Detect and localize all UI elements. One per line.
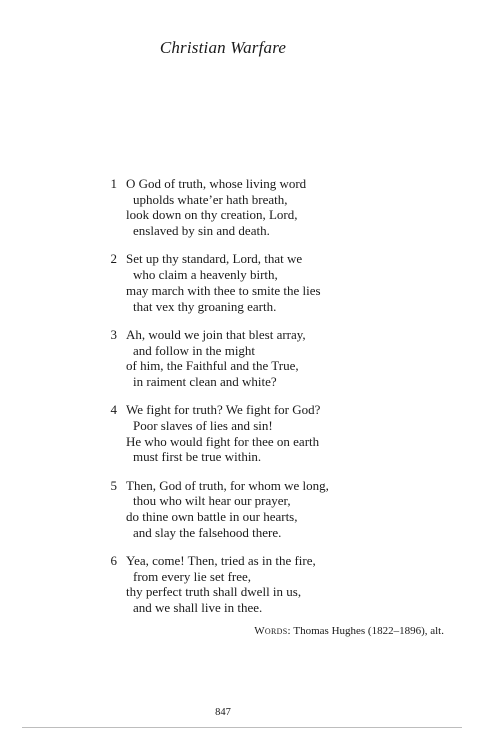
verse-line: We fight for truth? We fight for God? <box>126 402 321 418</box>
verse-number: 2 <box>110 251 117 267</box>
verse-number: 6 <box>110 553 117 569</box>
verses-container <box>107 176 447 628</box>
verse-number: 5 <box>110 477 117 493</box>
verse-line: O God of truth, whose living word <box>126 176 307 191</box>
verse-line: from every lie set free, <box>133 568 252 584</box>
verse-line: Yea, come! Then, tried as in the fire, <box>126 553 316 569</box>
credit-text: Thomas Hughes (1822–1896), alt. <box>293 625 444 637</box>
verse-line: upholds whate’er hath breath, <box>133 191 288 207</box>
verse-2 <box>107 251 447 314</box>
verse-3 <box>107 327 447 390</box>
verse-line: and we shall live in thee. <box>133 600 263 616</box>
verse-line: Then, God of truth, for whom we long, <box>126 477 329 493</box>
verse-6 <box>107 553 447 616</box>
verse-line: in raiment clean and white? <box>133 373 277 389</box>
verse-1 <box>107 176 447 239</box>
credit-label: Words: <box>254 625 291 637</box>
verse-line: and slay the falsehood there. <box>133 524 282 540</box>
verse-line: thy perfect truth shall dwell in us, <box>126 584 302 600</box>
verse-number: 3 <box>110 326 117 342</box>
words-credit <box>254 625 444 637</box>
verse-line: He who would fight for thee on earth <box>126 433 320 449</box>
verse-line: that vex thy groaning earth. <box>133 298 277 314</box>
hymn-title: Christian Warfare <box>159 38 287 57</box>
verse-line: enslaved by sin and death. <box>133 223 270 239</box>
verse-4 <box>107 402 447 465</box>
verse-line: Poor slaves of lies and sin! <box>133 417 273 433</box>
page-number: 847 <box>215 707 231 718</box>
verse-line: of him, the Faithful and the True, <box>126 358 299 374</box>
verse-5 <box>107 478 447 541</box>
verse-line: and follow in the might <box>133 342 256 358</box>
verse-line: may march with thee to smite the lies <box>126 282 321 298</box>
verse-line: Set up thy standard, Lord, that we <box>126 251 303 267</box>
footer-divider <box>22 727 462 728</box>
verse-number: 1 <box>110 176 117 191</box>
verse-line: Ah, would we join that blest array, <box>126 326 306 342</box>
verse-line: must first be true within. <box>133 449 262 465</box>
verse-line: do thine own battle in our hearts, <box>126 509 298 525</box>
verse-line: who claim a heavenly birth, <box>133 267 278 283</box>
verse-line: look down on thy creation, Lord, <box>126 207 298 223</box>
verse-line: thou who wilt hear our prayer, <box>133 493 291 509</box>
verse-number: 4 <box>110 402 117 418</box>
